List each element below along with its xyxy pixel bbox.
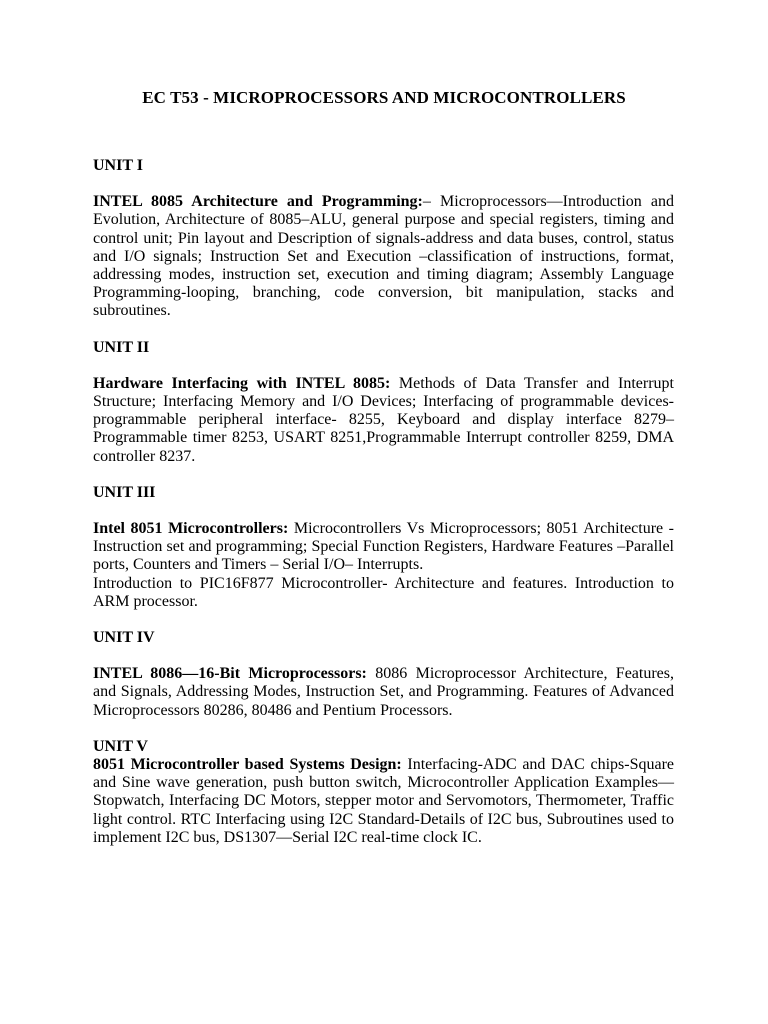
- unit-section-3: [93, 484, 674, 611]
- unit-topic-title: 8051 Microcontroller based Systems Design:: [93, 756, 402, 774]
- unit-topic-title: Intel 8051 Microcontrollers:: [93, 520, 289, 538]
- unit-topic-title: INTEL 8085 Architecture and Programming:: [93, 193, 423, 211]
- unit-topic-text: Interfacing-ADC and DAC chips-Square and Sine wave generation, push button switch, Microcontroller Application Examples—Stopwatch, Interfacing DC Motors, stepper motor and Servomotors, Thermometer, Traffic light control. RTC Interfacing using I2C Standard-Details of I2C bus, Subroutines used to implement I2C bus, DS1307—Serial I2C real-time clock IC.: [93, 756, 674, 846]
- unit-heading: UNIT V: [93, 737, 148, 755]
- unit-section-1: [93, 157, 674, 321]
- unit-topic-text: Microcontrollers Vs Microprocessors; 8051 Architecture -Instruction set and programming; Special Function Registers, Hardware Features –Parallel ports, Counters and Timers – Serial I/O– Interrupts.: [93, 520, 674, 574]
- unit-section-4: [93, 629, 674, 720]
- unit-description: [93, 375, 674, 466]
- unit-topic-title: INTEL 8086—16-Bit Microprocessors:: [93, 665, 367, 683]
- unit-topic-text: – Microprocessors—Introduction and Evolution, Architecture of 8085–ALU, general purpose and special registers, timing and control unit; Pin layout and Description of signals-address and data buses, control, status and I/O signals; Instruction Set and Execution –classification of instructions, format, addressing modes, instruction set, execution and timing diagram; Assembly Language Programming-looping, branching, code conversion, bit manipulation, stacks and subroutines.: [93, 193, 675, 320]
- unit-topic-text: Methods of Data Transfer and Interrupt Structure; Interfacing Memory and I/O Devices; Interfacing of programmable devices-programmable peripheral interface- 8255, Keyboard and display interface 8279–Programmable timer 8253, USART 8251,Programmable Interrupt controller 8259, DMA controller 8237.: [93, 374, 674, 465]
- unit-topic-title: Hardware Interfacing with INTEL 8085:: [93, 374, 391, 392]
- document-title: EC T53 - MICROPROCESSORS AND MICROCONTROLLERS: [142, 88, 626, 107]
- unit-description: [93, 756, 674, 847]
- unit-section-2: [93, 339, 674, 466]
- document-content: [93, 157, 674, 847]
- unit-heading: UNIT II: [93, 338, 150, 356]
- unit-topic-text: 8086 Microprocessor Architecture, Features, and Signals, Addressing Modes, Instruction Set, and Programming. Features of Advanced Microprocessors 80286, 80486 and Pentium Processors.: [93, 665, 675, 719]
- unit-description: [93, 193, 674, 320]
- unit-description: [93, 520, 674, 575]
- unit-description-continued: Introduction to PIC16F877 Microcontroller- Architecture and features. Introduction to ARM processor.: [93, 574, 674, 610]
- unit-heading: UNIT III: [93, 483, 156, 501]
- unit-heading: UNIT I: [93, 157, 143, 174]
- unit-heading: UNIT IV: [93, 629, 155, 647]
- unit-description: [93, 665, 674, 720]
- unit-section-5: [93, 738, 674, 847]
